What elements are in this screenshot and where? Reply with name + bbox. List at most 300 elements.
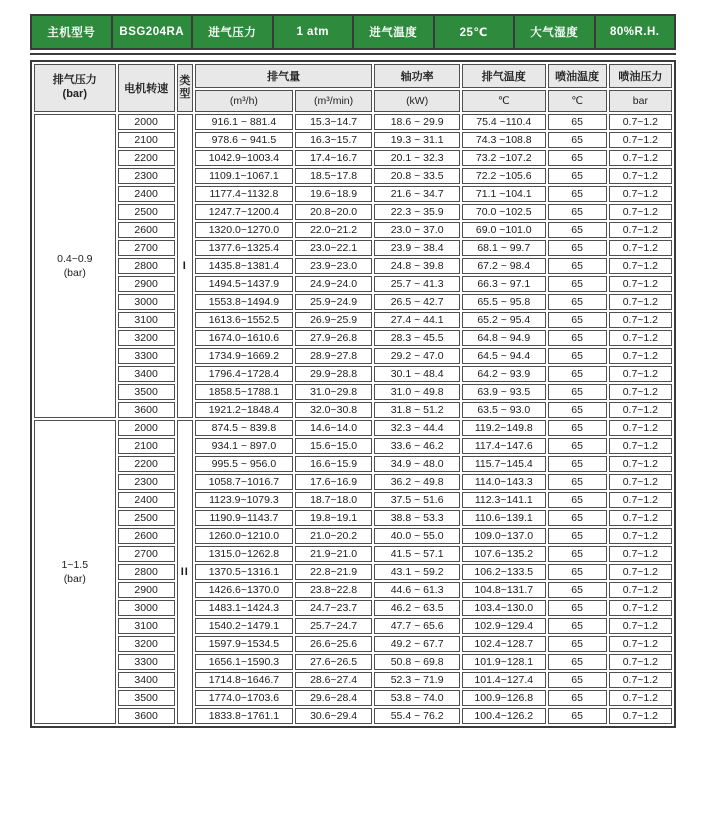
oil-pressure-cell: 0.7~1.2 (609, 708, 672, 724)
oil-temp-cell: 65 (548, 204, 607, 220)
oil-temp-cell: 65 (548, 582, 607, 598)
flow-m3h-cell: 1483.1~1424.3 (195, 600, 293, 616)
oil-temp-cell: 65 (548, 636, 607, 652)
oil-temp-cell: 65 (548, 294, 607, 310)
oil-temp-cell: 65 (548, 330, 607, 346)
discharge-temp-cell: 64.8 ~ 94.9 (462, 330, 546, 346)
oil-pressure-cell: 0.7~1.2 (609, 600, 672, 616)
discharge-temp-cell: 73.2 ~107.2 (462, 150, 546, 166)
table-row (34, 546, 672, 562)
table-row (34, 636, 672, 652)
motor-speed-cell: 2000 (118, 420, 175, 436)
discharge-temp-cell: 64.2 ~ 93.9 (462, 366, 546, 382)
discharge-temp-cell: 110.6~139.1 (462, 510, 546, 526)
inlet-temp-value: 25℃ (435, 16, 514, 48)
flow-m3h-cell: 1656.1~1590.3 (195, 654, 293, 670)
discharge-temp-cell: 114.0~143.3 (462, 474, 546, 490)
flow-m3h-cell: 1774.0~1703.6 (195, 690, 293, 706)
flow-m3h-cell: 1320.0~1270.0 (195, 222, 293, 238)
discharge-temp-cell: 109.0~137.0 (462, 528, 546, 544)
motor-speed-cell: 3100 (118, 618, 175, 634)
flow-m3h-cell: 1377.6~1325.4 (195, 240, 293, 256)
flow-m3min-cell: 22.8~21.9 (295, 564, 372, 580)
table-row (34, 654, 672, 670)
table-row (34, 258, 672, 274)
flow-m3min-cell: 21.0~20.2 (295, 528, 372, 544)
oil-temp-cell: 65 (548, 258, 607, 274)
shaft-power-cell: 30.1 ~ 48.4 (374, 366, 460, 382)
inlet-temp-label: 进气温度 (354, 16, 433, 48)
shaft-power-cell: 31.8 ~ 51.2 (374, 402, 460, 418)
table-row (34, 348, 672, 364)
oil-temp-cell: 65 (548, 132, 607, 148)
shaft-power-cell: 37.5 ~ 51.6 (374, 492, 460, 508)
motor-speed-cell: 2300 (118, 168, 175, 184)
discharge-temp-cell: 112.3~141.1 (462, 492, 546, 508)
oil-pressure-cell: 0.7~1.2 (609, 564, 672, 580)
oil-pressure-cell: 0.7~1.2 (609, 258, 672, 274)
flow-m3min-cell: 23.8~22.8 (295, 582, 372, 598)
flow-m3min-cell: 21.9~21.0 (295, 546, 372, 562)
flow-m3min-cell: 17.4~16.7 (295, 150, 372, 166)
oil-temp-cell: 65 (548, 438, 607, 454)
table-row (34, 294, 672, 310)
oil-temp-cell: 65 (548, 240, 607, 256)
flow-m3h-cell: 1058.7~1016.7 (195, 474, 293, 490)
shaft-power-cell: 23.9 ~ 38.4 (374, 240, 460, 256)
discharge-temp-cell: 72.2 ~105.6 (462, 168, 546, 184)
unit-shaft-power: (kW) (374, 90, 460, 112)
inlet-pressure-value: 1 atm (274, 16, 353, 48)
oil-pressure-cell: 0.7~1.2 (609, 654, 672, 670)
motor-speed-cell: 3200 (118, 330, 175, 346)
shaft-power-cell: 34.9 ~ 48.0 (374, 456, 460, 472)
table-row (34, 564, 672, 580)
motor-speed-cell: 2200 (118, 456, 175, 472)
table-row (34, 240, 672, 256)
flow-m3min-cell: 32.0~30.8 (295, 402, 372, 418)
flow-m3h-cell: 1494.5~1437.9 (195, 276, 293, 292)
flow-m3min-cell: 27.6~26.5 (295, 654, 372, 670)
motor-speed-cell: 3100 (118, 312, 175, 328)
col-header-shaft-power: 轴功率 (374, 64, 460, 88)
discharge-temp-cell: 101.9~128.1 (462, 654, 546, 670)
motor-speed-cell: 2200 (118, 150, 175, 166)
shaft-power-cell: 25.7 ~ 41.3 (374, 276, 460, 292)
unit-oil-pressure: bar (609, 90, 672, 112)
flow-m3h-cell: 1597.9~1534.5 (195, 636, 293, 652)
table-row (34, 438, 672, 454)
pressure-range-cell (34, 420, 116, 724)
table-row (34, 204, 672, 220)
shaft-power-cell: 18.6 ~ 29.9 (374, 114, 460, 130)
flow-m3h-cell: 1260.0~1210.0 (195, 528, 293, 544)
shaft-power-cell: 31.0 ~ 49.8 (374, 384, 460, 400)
oil-temp-cell: 65 (548, 168, 607, 184)
flow-m3min-cell: 27.9~26.8 (295, 330, 372, 346)
flow-m3h-cell: 874.5 ~ 839.8 (195, 420, 293, 436)
shaft-power-cell: 20.1 ~ 32.3 (374, 150, 460, 166)
oil-pressure-cell: 0.7~1.2 (609, 582, 672, 598)
flow-m3h-cell: 1796.4~1728.4 (195, 366, 293, 382)
flow-m3h-cell: 1190.9~1143.7 (195, 510, 293, 526)
table-row (34, 168, 672, 184)
type-cell: II (177, 420, 193, 724)
motor-speed-cell: 2100 (118, 132, 175, 148)
oil-pressure-cell: 0.7~1.2 (609, 510, 672, 526)
flow-m3h-cell: 934.1 ~ 897.0 (195, 438, 293, 454)
motor-speed-cell: 3600 (118, 402, 175, 418)
flow-m3min-cell: 17.6~16.9 (295, 474, 372, 490)
col-header-discharge-pressure (34, 64, 116, 112)
table-row (34, 150, 672, 166)
flow-m3h-cell: 1674.0~1610.6 (195, 330, 293, 346)
discharge-temp-cell: 63.9 ~ 93.5 (462, 384, 546, 400)
motor-speed-cell: 2500 (118, 510, 175, 526)
discharge-temp-cell: 68.1 ~ 99.7 (462, 240, 546, 256)
table-row (34, 672, 672, 688)
ambient-humidity-label: 大气湿度 (515, 16, 594, 48)
discharge-temp-cell: 64.5 ~ 94.4 (462, 348, 546, 364)
pressure-range-unit: (bar) (63, 267, 86, 279)
shaft-power-cell: 47.7 ~ 65.6 (374, 618, 460, 634)
shaft-power-cell: 32.3 ~ 44.4 (374, 420, 460, 436)
shaft-power-cell: 50.8 ~ 69.8 (374, 654, 460, 670)
pressure-range-unit: (bar) (63, 573, 86, 585)
table-row (34, 582, 672, 598)
flow-m3min-cell: 25.7~24.7 (295, 618, 372, 634)
table-row (34, 492, 672, 508)
discharge-temp-cell: 65.2 ~ 95.4 (462, 312, 546, 328)
discharge-temp-cell: 115.7~145.4 (462, 456, 546, 472)
table-row (34, 276, 672, 292)
oil-temp-cell: 65 (548, 222, 607, 238)
oil-pressure-cell: 0.7~1.2 (609, 420, 672, 436)
table-row (34, 222, 672, 238)
oil-temp-cell: 65 (548, 276, 607, 292)
flow-m3min-cell: 18.7~18.0 (295, 492, 372, 508)
col-header-motor-speed: 电机转速 (118, 64, 175, 112)
table-row (34, 708, 672, 724)
ambient-humidity-value: 80%R.H. (596, 16, 675, 48)
oil-temp-cell: 65 (548, 528, 607, 544)
discharge-pressure-unit: (bar) (62, 88, 87, 100)
shaft-power-cell: 36.2 ~ 49.8 (374, 474, 460, 490)
col-header-oil-pressure: 喷油压力 (609, 64, 672, 88)
motor-speed-cell: 2100 (118, 438, 175, 454)
oil-pressure-cell: 0.7~1.2 (609, 330, 672, 346)
shaft-power-cell: 49.2 ~ 67.7 (374, 636, 460, 652)
flow-m3h-cell: 1247.7~1200.4 (195, 204, 293, 220)
table-row (34, 600, 672, 616)
oil-pressure-cell: 0.7~1.2 (609, 222, 672, 238)
shaft-power-cell: 26.5 ~ 42.7 (374, 294, 460, 310)
table-body (34, 114, 672, 724)
discharge-temp-cell: 100.9~126.8 (462, 690, 546, 706)
table-row (34, 114, 672, 130)
oil-temp-cell: 65 (548, 150, 607, 166)
shaft-power-cell: 33.6 ~ 46.2 (374, 438, 460, 454)
motor-speed-cell: 2600 (118, 222, 175, 238)
oil-temp-cell: 65 (548, 348, 607, 364)
shaft-power-cell: 38.8 ~ 53.3 (374, 510, 460, 526)
oil-pressure-cell: 0.7~1.2 (609, 528, 672, 544)
flow-m3min-cell: 20.8~20.0 (295, 204, 372, 220)
motor-speed-cell: 2400 (118, 186, 175, 202)
discharge-temp-cell: 65.5 ~ 95.8 (462, 294, 546, 310)
unit-capacity-m3min: (m³/min) (295, 90, 372, 112)
discharge-temp-cell: 104.8~131.7 (462, 582, 546, 598)
discharge-temp-cell: 102.4~128.7 (462, 636, 546, 652)
oil-pressure-cell: 0.7~1.2 (609, 402, 672, 418)
oil-pressure-cell: 0.7~1.2 (609, 150, 672, 166)
oil-pressure-cell: 0.7~1.2 (609, 546, 672, 562)
oil-temp-cell: 65 (548, 564, 607, 580)
flow-m3h-cell: 1370.5~1316.1 (195, 564, 293, 580)
discharge-temp-cell: 107.6~135.2 (462, 546, 546, 562)
flow-m3h-cell: 916.1 ~ 881.4 (195, 114, 293, 130)
flow-m3min-cell: 15.3~14.7 (295, 114, 372, 130)
motor-speed-cell: 3000 (118, 294, 175, 310)
oil-pressure-cell: 0.7~1.2 (609, 474, 672, 490)
oil-pressure-cell: 0.7~1.2 (609, 186, 672, 202)
table-row (34, 528, 672, 544)
motor-speed-cell: 2700 (118, 240, 175, 256)
discharge-temp-cell: 100.4~126.2 (462, 708, 546, 724)
table-row (34, 186, 672, 202)
oil-temp-cell: 65 (548, 492, 607, 508)
col-header-discharge-temp: 排气温度 (462, 64, 546, 88)
flow-m3min-cell: 14.6~14.0 (295, 420, 372, 436)
motor-speed-cell: 2300 (118, 474, 175, 490)
unit-capacity-m3h: (m³/h) (195, 90, 293, 112)
flow-m3min-cell: 15.6~15.0 (295, 438, 372, 454)
motor-speed-cell: 2400 (118, 492, 175, 508)
oil-temp-cell: 65 (548, 384, 607, 400)
oil-temp-cell: 65 (548, 600, 607, 616)
flow-m3min-cell: 29.6~28.4 (295, 690, 372, 706)
table-row (34, 330, 672, 346)
flow-m3h-cell: 1435.8~1381.4 (195, 258, 293, 274)
oil-pressure-cell: 0.7~1.2 (609, 276, 672, 292)
table-row (34, 618, 672, 634)
oil-pressure-cell: 0.7~1.2 (609, 492, 672, 508)
oil-temp-cell: 65 (548, 420, 607, 436)
flow-m3min-cell: 31.0~29.8 (295, 384, 372, 400)
oil-temp-cell: 65 (548, 546, 607, 562)
oil-pressure-cell: 0.7~1.2 (609, 348, 672, 364)
discharge-temp-cell: 70.0 ~102.5 (462, 204, 546, 220)
motor-speed-cell: 2500 (118, 204, 175, 220)
shaft-power-cell: 52.3 ~ 71.9 (374, 672, 460, 688)
table-row (34, 384, 672, 400)
motor-speed-cell: 2000 (118, 114, 175, 130)
discharge-temp-cell: 117.4~147.6 (462, 438, 546, 454)
unit-discharge-temp: ℃ (462, 90, 546, 112)
shaft-power-cell: 40.0 ~ 55.0 (374, 528, 460, 544)
motor-speed-cell: 3300 (118, 654, 175, 670)
table-row (34, 474, 672, 490)
discharge-temp-cell: 71.1 ~104.1 (462, 186, 546, 202)
motor-speed-cell: 3300 (118, 348, 175, 364)
flow-m3min-cell: 28.9~27.8 (295, 348, 372, 364)
motor-speed-cell: 2800 (118, 564, 175, 580)
flow-m3min-cell: 26.6~25.6 (295, 636, 372, 652)
oil-temp-cell: 65 (548, 402, 607, 418)
table-header (34, 64, 672, 112)
discharge-temp-cell: 63.5 ~ 93.0 (462, 402, 546, 418)
oil-pressure-cell: 0.7~1.2 (609, 240, 672, 256)
pressure-range-cell (34, 114, 116, 418)
pressure-range-value: 0.4~0.9 (57, 252, 93, 265)
flow-m3min-cell: 24.7~23.7 (295, 600, 372, 616)
flow-m3min-cell: 28.6~27.4 (295, 672, 372, 688)
table-row (34, 366, 672, 382)
oil-temp-cell: 65 (548, 312, 607, 328)
flow-m3h-cell: 1714.8~1646.7 (195, 672, 293, 688)
flow-m3h-cell: 1734.9~1669.2 (195, 348, 293, 364)
shaft-power-cell: 19.3 ~ 31.1 (374, 132, 460, 148)
shaft-power-cell: 21.6 ~ 34.7 (374, 186, 460, 202)
flow-m3min-cell: 16.6~15.9 (295, 456, 372, 472)
flow-m3h-cell: 1426.6~1370.0 (195, 582, 293, 598)
flow-m3min-cell: 29.9~28.8 (295, 366, 372, 382)
motor-speed-cell: 3600 (118, 708, 175, 724)
unit-oil-temp: ℃ (548, 90, 607, 112)
shaft-power-cell: 29.2 ~ 47.0 (374, 348, 460, 364)
oil-temp-cell: 65 (548, 708, 607, 724)
discharge-temp-cell: 74.3 ~108.8 (462, 132, 546, 148)
shaft-power-cell: 43.1 ~ 59.2 (374, 564, 460, 580)
motor-speed-cell: 2600 (118, 528, 175, 544)
type-cell: I (177, 114, 193, 418)
table-row (34, 132, 672, 148)
spec-sheet (30, 14, 676, 728)
header-divider-rule (30, 53, 676, 55)
oil-pressure-cell: 0.7~1.2 (609, 636, 672, 652)
oil-pressure-cell: 0.7~1.2 (609, 294, 672, 310)
inlet-pressure-label: 进气压力 (193, 16, 272, 48)
oil-temp-cell: 65 (548, 510, 607, 526)
flow-m3h-cell: 1109.1~1067.1 (195, 168, 293, 184)
discharge-temp-cell: 75.4 ~110.4 (462, 114, 546, 130)
flow-m3h-cell: 1042.9~1003.4 (195, 150, 293, 166)
oil-pressure-cell: 0.7~1.2 (609, 672, 672, 688)
table-row (34, 420, 672, 436)
flow-m3min-cell: 23.9~23.0 (295, 258, 372, 274)
oil-pressure-cell: 0.7~1.2 (609, 114, 672, 130)
motor-speed-cell: 3200 (118, 636, 175, 652)
table-row (34, 402, 672, 418)
flow-m3h-cell: 1921.2~1848.4 (195, 402, 293, 418)
shaft-power-cell: 55.4 ~ 76.2 (374, 708, 460, 724)
table-row (34, 312, 672, 328)
discharge-temp-cell: 106.2~133.5 (462, 564, 546, 580)
motor-speed-cell: 3500 (118, 690, 175, 706)
shaft-power-cell: 41.5 ~ 57.1 (374, 546, 460, 562)
oil-pressure-cell: 0.7~1.2 (609, 690, 672, 706)
flow-m3h-cell: 1315.0~1262.8 (195, 546, 293, 562)
shaft-power-cell: 46.2 ~ 63.5 (374, 600, 460, 616)
oil-temp-cell: 65 (548, 690, 607, 706)
flow-m3h-cell: 1177.4~1132.8 (195, 186, 293, 202)
flow-m3h-cell: 1858.5~1788.1 (195, 384, 293, 400)
discharge-temp-cell: 67.2 ~ 98.4 (462, 258, 546, 274)
oil-temp-cell: 65 (548, 474, 607, 490)
performance-table (30, 60, 676, 728)
oil-temp-cell: 65 (548, 672, 607, 688)
discharge-temp-cell: 69.0 ~101.0 (462, 222, 546, 238)
table-row (34, 456, 672, 472)
motor-speed-cell: 3500 (118, 384, 175, 400)
oil-pressure-cell: 0.7~1.2 (609, 618, 672, 634)
flow-m3min-cell: 22.0~21.2 (295, 222, 372, 238)
flow-m3min-cell: 23.0~22.1 (295, 240, 372, 256)
flow-m3h-cell: 978.6 ~ 941.5 (195, 132, 293, 148)
oil-pressure-cell: 0.7~1.2 (609, 384, 672, 400)
table-row (34, 690, 672, 706)
col-header-capacity: 排气量 (195, 64, 372, 88)
discharge-temp-cell: 66.3 ~ 97.1 (462, 276, 546, 292)
flow-m3min-cell: 18.5~17.8 (295, 168, 372, 184)
flow-m3min-cell: 19.6~18.9 (295, 186, 372, 202)
oil-pressure-cell: 0.7~1.2 (609, 132, 672, 148)
flow-m3h-cell: 1553.8~1494.9 (195, 294, 293, 310)
motor-speed-cell: 2800 (118, 258, 175, 274)
oil-temp-cell: 65 (548, 186, 607, 202)
discharge-temp-cell: 119.2~149.8 (462, 420, 546, 436)
shaft-power-cell: 24.8 ~ 39.8 (374, 258, 460, 274)
motor-speed-cell: 3000 (118, 600, 175, 616)
oil-pressure-cell: 0.7~1.2 (609, 456, 672, 472)
motor-speed-cell: 2900 (118, 276, 175, 292)
shaft-power-cell: 20.8 ~ 33.5 (374, 168, 460, 184)
flow-m3min-cell: 19.8~19.1 (295, 510, 372, 526)
shaft-power-cell: 28.3 ~ 45.5 (374, 330, 460, 346)
shaft-power-cell: 27.4 ~ 44.1 (374, 312, 460, 328)
motor-speed-cell: 3400 (118, 672, 175, 688)
discharge-pressure-label: 排气压力 (52, 74, 97, 87)
oil-pressure-cell: 0.7~1.2 (609, 204, 672, 220)
flow-m3min-cell: 24.9~24.0 (295, 276, 372, 292)
discharge-temp-cell: 102.9~129.4 (462, 618, 546, 634)
col-header-type: 类型 (177, 64, 193, 112)
flow-m3h-cell: 1540.2~1479.1 (195, 618, 293, 634)
pressure-range-value: 1~1.5 (61, 558, 89, 571)
motor-speed-cell: 3400 (118, 366, 175, 382)
discharge-temp-cell: 101.4~127.4 (462, 672, 546, 688)
flow-m3h-cell: 1833.8~1761.1 (195, 708, 293, 724)
motor-speed-cell: 2700 (118, 546, 175, 562)
oil-pressure-cell: 0.7~1.2 (609, 366, 672, 382)
flow-m3h-cell: 1123.9~1079.3 (195, 492, 293, 508)
table-row (34, 510, 672, 526)
flow-m3min-cell: 26.9~25.9 (295, 312, 372, 328)
oil-temp-cell: 65 (548, 654, 607, 670)
host-model-value: BSG204RA (113, 16, 192, 48)
shaft-power-cell: 44.6 ~ 61.3 (374, 582, 460, 598)
oil-temp-cell: 65 (548, 366, 607, 382)
oil-temp-cell: 65 (548, 114, 607, 130)
motor-speed-cell: 2900 (118, 582, 175, 598)
flow-m3min-cell: 25.9~24.9 (295, 294, 372, 310)
shaft-power-cell: 53.8 ~ 74.0 (374, 690, 460, 706)
oil-pressure-cell: 0.7~1.2 (609, 438, 672, 454)
flow-m3h-cell: 1613.6~1552.5 (195, 312, 293, 328)
oil-pressure-cell: 0.7~1.2 (609, 312, 672, 328)
shaft-power-cell: 22.3 ~ 35.9 (374, 204, 460, 220)
discharge-temp-cell: 103.4~130.0 (462, 600, 546, 616)
